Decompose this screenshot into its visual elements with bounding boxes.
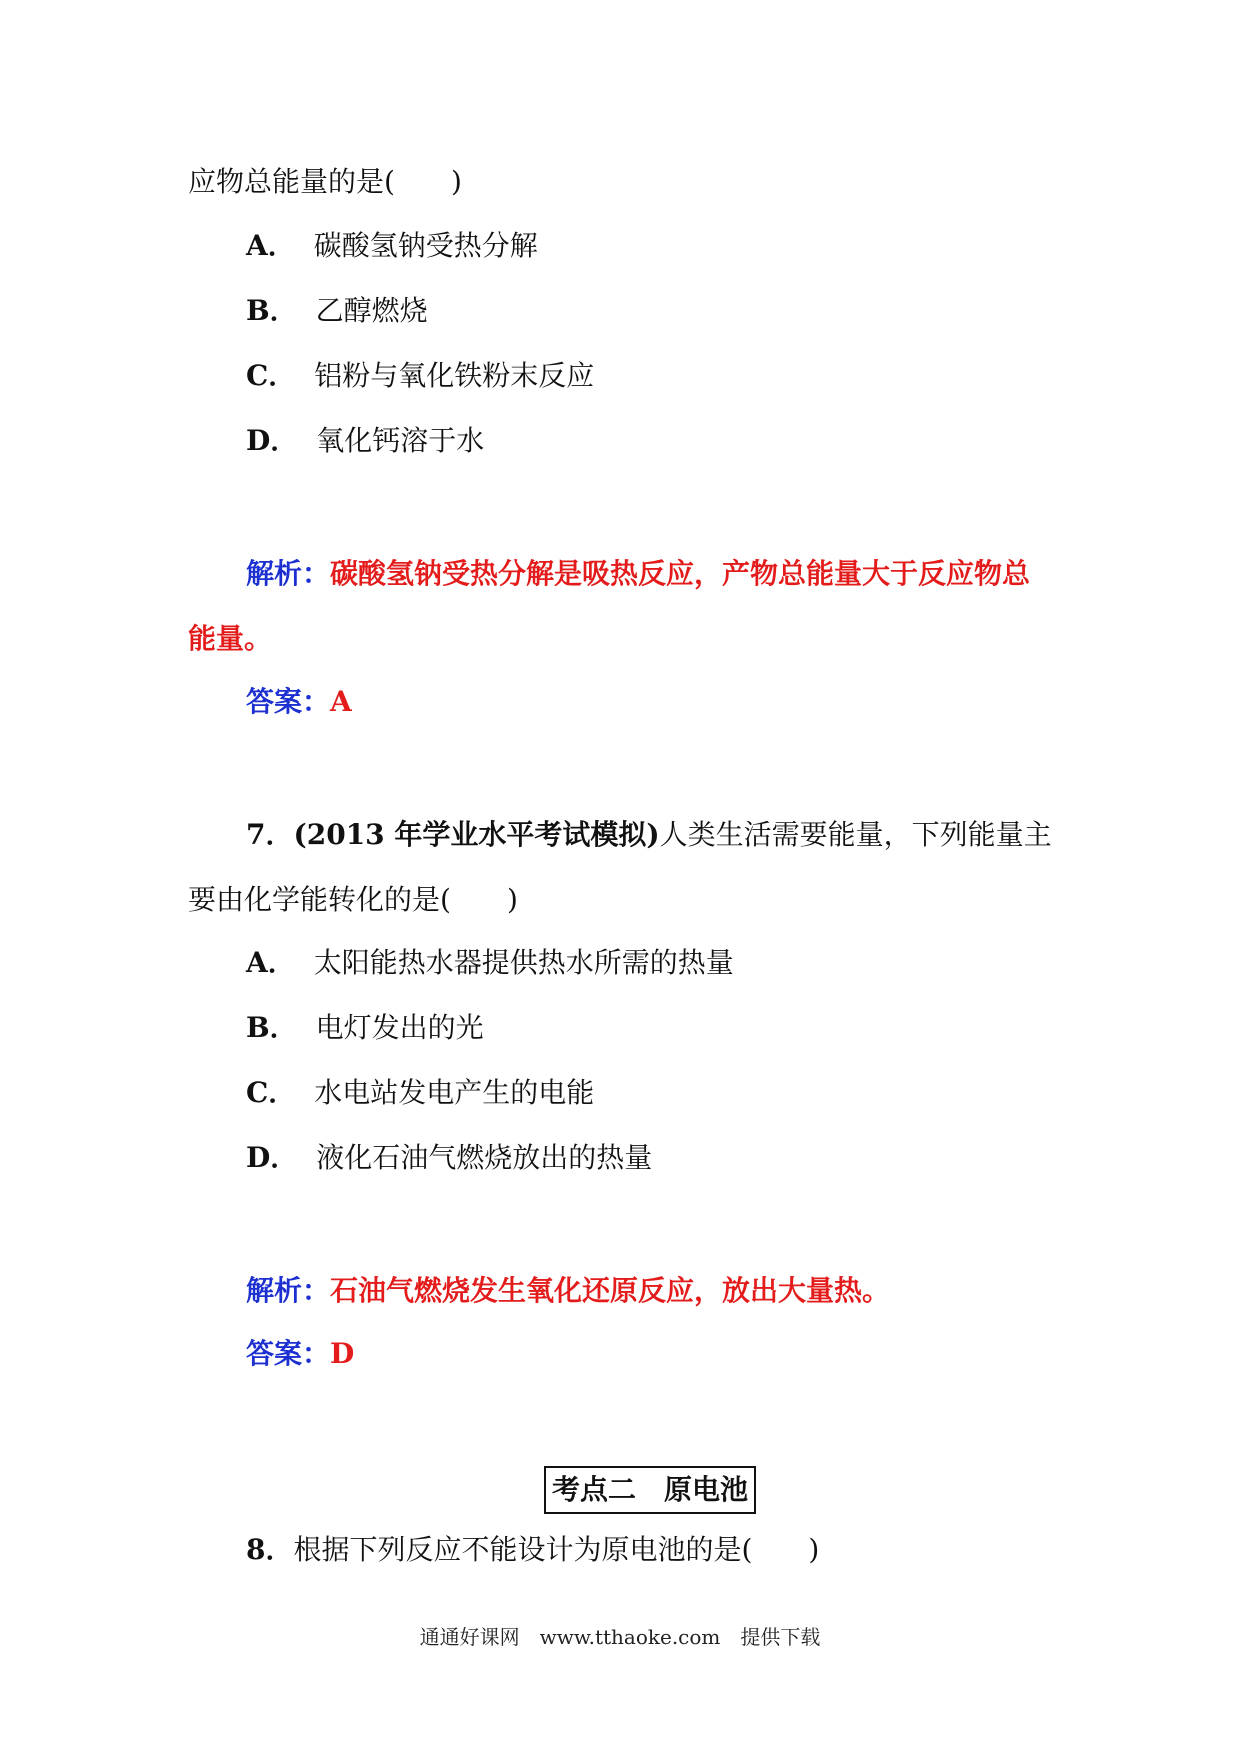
option-letter: B．: [246, 1011, 298, 1044]
option-letter: D．: [246, 1141, 299, 1174]
analysis-text: 碳酸氢钠受热分解是吸热反应，产物总能量大于反应物总: [330, 557, 1031, 590]
option-letter: D．: [246, 424, 299, 457]
q6-stem-text: 应物总能量的是(: [188, 165, 395, 198]
q6-option-d: [246, 421, 484, 461]
question-number: 7．: [246, 818, 294, 851]
q7-answer: [246, 1334, 354, 1374]
q8-answer-paren: ): [752, 1533, 820, 1566]
option-text: 电灯发出的光: [315, 1011, 484, 1044]
question-text: 人类生活需要能量，下列能量主: [659, 818, 1052, 851]
q7-stem: [246, 815, 1052, 855]
answer-value: D: [330, 1337, 355, 1370]
option-letter: B．: [246, 294, 298, 327]
analysis-label: 解析：: [246, 1274, 331, 1307]
section-heading: 考点二 原电池: [544, 1466, 756, 1514]
q6-answer: [246, 682, 352, 722]
question-text: 根据下列反应不能设计为原电池的是(: [293, 1533, 753, 1566]
page-footer: 通通好课网 www.tthaoke.com 提供下载: [419, 1625, 821, 1649]
option-letter: C．: [246, 359, 297, 392]
analysis-label: 解析：: [246, 557, 331, 590]
q6-stem-continuation: [188, 162, 462, 202]
question-number: 8．: [246, 1533, 294, 1566]
q6-answer-paren: ): [394, 165, 462, 198]
q6-analysis-cont: [188, 619, 272, 659]
option-text: 乙醇燃烧: [315, 294, 428, 327]
q7-analysis: [246, 1271, 890, 1311]
answer-value: A: [330, 685, 352, 718]
analysis-text-cont: 能量。: [188, 622, 273, 655]
q7-answer-paren: ): [450, 883, 518, 916]
question-text-cont: 要由化学能转化的是(: [188, 883, 451, 916]
q8-stem: [246, 1530, 819, 1570]
option-text: 碳酸氢钠受热分解: [313, 229, 538, 262]
option-letter: A．: [246, 229, 296, 262]
question-source: (2013 年学业水平考试模拟): [293, 818, 660, 851]
option-text: 太阳能热水器提供热水所需的热量: [313, 946, 734, 979]
q6-option-a: [246, 226, 538, 266]
q6-analysis: [246, 554, 1030, 594]
q6-option-c: [246, 356, 594, 396]
q7-option-b: [246, 1008, 484, 1048]
option-text: 液化石油气燃烧放出的热量: [316, 1141, 653, 1174]
option-text: 水电站发电产生的电能: [314, 1076, 595, 1109]
answer-label: 答案：: [246, 1337, 331, 1370]
q7-option-d: [246, 1138, 652, 1178]
q7-option-c: [246, 1073, 594, 1113]
q7-stem-cont: [188, 880, 518, 920]
option-text: 氧化钙溶于水: [316, 424, 485, 457]
answer-label: 答案：: [246, 685, 331, 718]
option-text: 铝粉与氧化铁粉末反应: [314, 359, 595, 392]
option-letter: A．: [246, 946, 296, 979]
analysis-text: 石油气燃烧发生氧化还原反应，放出大量热。: [330, 1274, 891, 1307]
option-letter: C．: [246, 1076, 297, 1109]
q7-option-a: [246, 943, 734, 983]
q6-option-b: [246, 291, 428, 331]
